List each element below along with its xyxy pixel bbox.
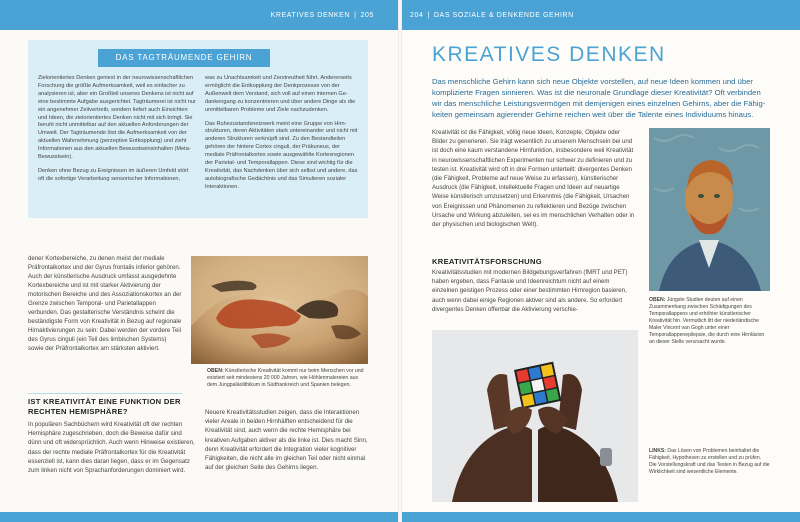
- info-box-paragraph: was zu Unachtsamkeit und Zerstreutheit führt. Andererseits ermöglicht die Entkopplung der Denkprozesse von der Außenwelt dem Verstand, sich voll auf einen internen Gedankengang zu konzentrieren und über andere Dinge als die unmittelbaren Probleme und Ziele nachzudenken.: [205, 75, 356, 113]
- subhead-research: KREATIVITÄTSFORSCHUNG: [432, 257, 542, 266]
- right-section-title: DAS SOZIALE & DENKENDE GEHIRN: [433, 11, 574, 19]
- caption-label: OBEN:: [207, 368, 224, 374]
- body-column: dener Kortexbereiche, zu denen meist der mediale Präfrontalkortex und der Gyrus frontalis inferior gehören. Auch der künstlerische Ausdruck umfasst ausgedehnte Kortexbereiche und ist mit starker Aktivierung der motorischen Bereiche und des Assoziationskortex an der Grenze zwischen Temporal- und Parietallappen verbunden. Das gestalterische Verständnis scheint die beständigste Form von Kreativität in Bezug auf regionale Hirnaktivierungen zu sein: Dabei werden der vordere Teil des Gyrus cinguli (ein Teil des limbischen Systems) sowie der Präfrontalkortex am stärksten aktiviert.: [28, 255, 182, 352]
- cave-painting-image: [191, 256, 368, 364]
- hands-caption: [649, 448, 770, 476]
- subhead-hemisphere: IST KREATIVITÄT EINE FUNKTION DER RECHTEN HEMISPHÄRE?: [28, 397, 181, 416]
- left-page-number: 205: [360, 11, 374, 19]
- left-section-title: KREATIVES DENKEN: [270, 11, 351, 19]
- subhead-body-col-2: Neuere Kreativitätsstudien zeigen, dass die Interaktionen vieler Areale in beiden Hirnhälften entscheidend für die Kreativität sind, auch wenn die rechte Hemisphäre bei kreativen Aufgaben aktiver als die linke ist. Dies macht Sinn, denn Kreativität erfordert die Integration vieler kognitiver Fähigkeiten, die nicht alle im gleichen Teil oder nicht einmal auf der gleichen Seite des Gehirns liegen.: [205, 409, 368, 472]
- portrait-caption: [649, 297, 770, 346]
- portrait-illustration: [649, 128, 770, 291]
- chapter-title: KREATIVES DENKEN: [432, 43, 666, 66]
- left-footer-bar: [0, 512, 400, 522]
- right-running-header: 204 | DAS SOZIALE & DENKENDE GEHIRN: [400, 0, 800, 30]
- cave-painting-illustration: [191, 256, 368, 364]
- right-footer-bar: [400, 512, 800, 522]
- info-box-col-2: [205, 75, 361, 192]
- body-text: Kreativität ist die Fähigkeit, völlig neue Ideen, Konzepte, Objekte oder Bilder zu generieren. Sie trägt wesentlich zu unserem Menschsein bei und ist doch eine kaum verstandene Hirnfunktion, insbesondere weil Kreativität in neurowissenschaftlichen Experimenten nur schwer zu definieren und zu testen ist. Kreativität wird oft in drei Formen unterteilt: divergentes Denken (die Fähigkeit, Probleme auf neue Weise zu erfassen), künstlerischer Ausdruck (die Fähigkeit, intellektuelle Fragen und Ideen auf neuartige Weise künstlerisch umzusetzen) und Erkenntnis (die Fähigkeit, Ursachen von Ereignissen und Phänomenen zu reflektieren und Bezüge zwischen Ursache und Wirkung abzuleiten, sei es im menschlichen Verhalten oder in der physischen und biologischen Welt).: [432, 129, 635, 229]
- caption-label: OBEN:: [649, 297, 666, 303]
- research-body: Kreativitätsstudien mit modernen Bildgebungsverfahren (fMRT und PET) haben ergeben, dass Fantasie und Ideenreichtum nicht auf einem einzelnen geistigen Prozess oder einer bestimmten Hirnregion basieren, auch wenn dabei einige Regionen aktiver sind als andere. So erfordert divergentes Denken offenbar die Aktivierung verschie-: [432, 269, 628, 313]
- cave-painting-caption: [207, 368, 367, 389]
- info-box-col-1: [38, 75, 196, 184]
- right-page-number: 204: [410, 11, 424, 19]
- caption-text: Künstlerische Kreativität kommt nur beim Menschen vor und existiert seit mindestens 20 000 Jahren, wie Höhlenmalereien aus dem Jungpaläolithikum in Südfrankreich und Spanien belegen.: [207, 368, 364, 388]
- caption-label: LINKS:: [649, 448, 666, 454]
- hands-illustration: [432, 330, 638, 502]
- book-spine: [398, 0, 402, 522]
- right-page: [400, 0, 800, 522]
- left-running-header: KREATIVES DENKEN | 205: [0, 0, 400, 30]
- info-box-paragraph: Denken ohne Bezug zu Ereignissen im äußeren Umfeld stört oft die sofortige Verarbeitung sensorischer Informationen,: [38, 167, 189, 182]
- subhead-body-col-1: In populären Sachbüchern wird Kreativität oft der rechten Hemisphäre zugeschrieben, doch die Beweise dafür sind dünn und oft widersprüchlich. Auch wenn Hinweise existieren, dass der rechte mediale Präfrontalkortex für die Kreativität essenziell ist, kann dies daran liegen, dass er im Gegensatz zum linken nicht von Sprachanforderungen dominiert wird.: [28, 421, 195, 475]
- info-box-paragraph: Das Ruhezustandsnetzwerk meint eine Gruppe von Hirnstrukturen, deren Aktivitäten stark untereinander und nicht mit anderen Strukturen verknüpft sind. Zu den Bestandteilen gehören der hintere Cortex cinguli, der Präkuneus, der mediale Präfrontalkortex sowie ausgewählte Kortexregionen der Parietal- und Temporallappen. Diese sind wichtig für die Kreativität, das Nachdenken über sich selbst und andere, das autobiografische Gedächtnis und das Simulieren sozialer Interaktionen.: [205, 120, 358, 190]
- lead-paragraph: Das menschliche Gehirn kann sich neue Objekte vorstellen, auf neue Ideen kommen und über komplizierte Fragen sinnieren. Was ist die neuronale Grundlage dieser Kreativität? Oft verbinden wir das menschliche Leistungsvermögen mit demjenigen eines einzelnen Gehirns, aber die Fähigkeiten gemeinsam agierender Gehirne reichen weit über die Talente eines Individuums hinaus.: [432, 77, 766, 119]
- caption-text: Das Lösen von Problemen beinhaltet die Fähigkeit, Hypothesen zu erstellen und zu prüfen. Die Vorstellungskraft und das Testen in Bezug auf die Wirklichkeit sind wesentliche Elemente.: [649, 448, 770, 475]
- van-gogh-portrait-image: [649, 128, 770, 291]
- info-box-title: DAS TAGTRÄUMENDE GEHIRN: [98, 49, 270, 67]
- info-box-paragraph: Zielorientiertes Denken geniest in der neurowissenschaftlichen Forschung die größte Aufmerksamkeit, weil es einfacher zu analysieren ist, aber ein Großteil unseres Denkens ist nicht auf eine bestimmte Aufgabe ausgerichtet. Tagträumerei ist nicht nur ein angenehmer Zeitvertreib, sondern liefert auch Einsichten und Ideen, die zielorientiertes Denken nicht mit sich bringt. Sie beruht nicht unmittelbar auf den aktuellen Anforderungen der Umwelt. Der Tagträumende löst die Aufmerksamkeit von der aktuellen Wahrnehmung (perzeptive Entkopplung) und zieht Informationen aus den aktuellen Bewusstseinsinhalten (Meta-Bewusstsein).: [38, 75, 196, 161]
- divider: [28, 393, 182, 394]
- caption-text: Jüngste Studien deuten auf einen Zusammenhang zwischen Schädigungen des Temporallappens und erhöhter künstlerischer Kreativität hin. Vermutlich litt der niederländische Maler Vincent van Gogh unter einer Temporallappenepilepsie, die durch eine Hirnläsion an dieser Stelle verursacht wurde.: [649, 297, 765, 345]
- rubiks-cube-hands-image: [432, 330, 638, 502]
